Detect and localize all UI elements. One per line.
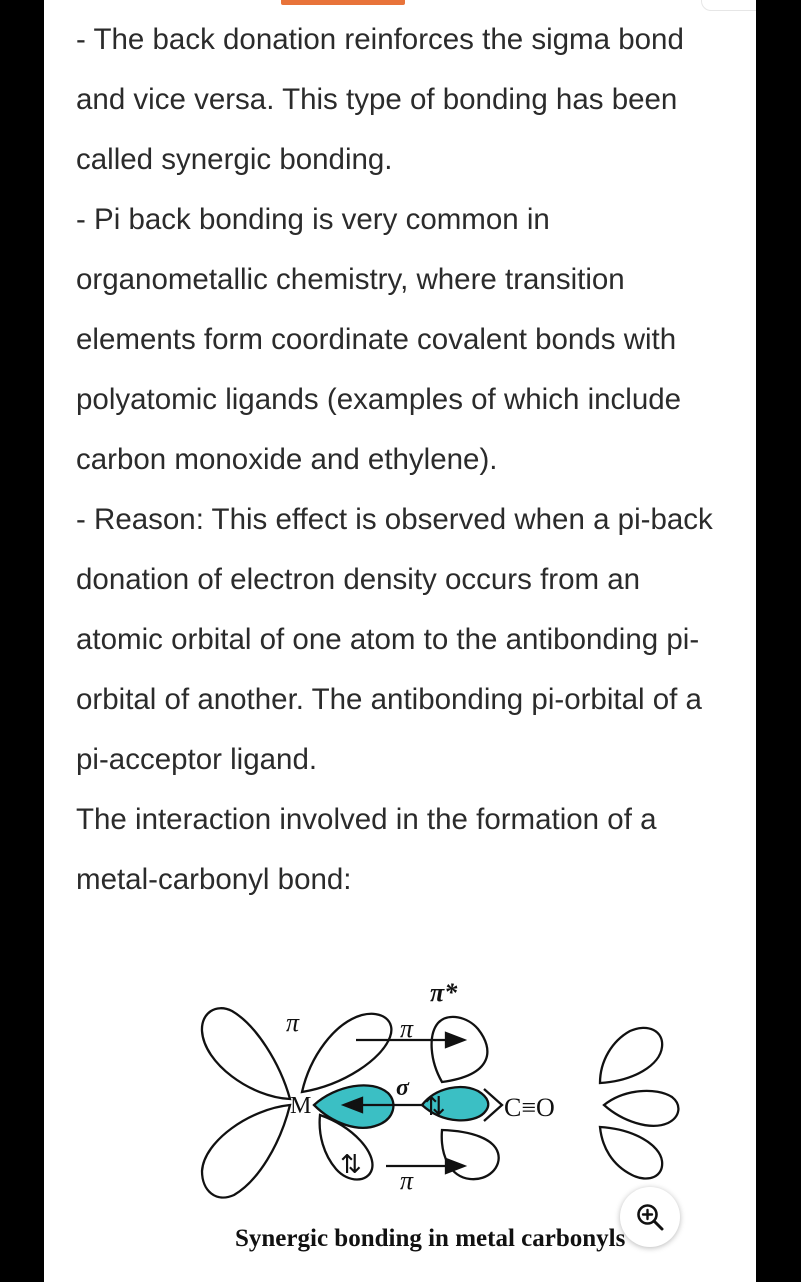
metal-label: M <box>290 1093 312 1119</box>
oxygen-orbital-right <box>604 1091 678 1126</box>
figure-caption: Synergic bonding in metal carbonyls <box>235 1225 626 1252</box>
metal-orbital-upper-right <box>302 1014 391 1092</box>
paragraph-reason: - Reason: This effect is observed when a pi-back donation of electron density occurs from an atomic orbital of one atom to the antibonding pi-orbital of another. The antibonding pi-orbital of a pi-acceptor ligand. <box>76 503 713 776</box>
pi-back-donation-arrow-lower <box>446 1159 464 1173</box>
oxygen-orbital-lower <box>600 1127 662 1179</box>
electron-pair-sigma: ⇅ <box>424 1092 446 1121</box>
carbon-pi-star-upper <box>432 1017 488 1082</box>
answer-card <box>44 0 756 1282</box>
pi-label-bottom: π <box>400 1166 414 1195</box>
zoom-in-button[interactable] <box>620 1187 680 1247</box>
electron-pair-d-orbital: ⇅ <box>340 1150 362 1179</box>
co-label: C≡O <box>504 1093 555 1122</box>
pi-back-donation-arrow-upper <box>446 1033 464 1047</box>
sigma-label: σ <box>396 1075 409 1101</box>
paragraph-synergic: - The back donation reinforces the sigma bond and vice versa. This type of bonding has been called synergic bonding. <box>76 23 684 176</box>
paragraph-pi-back-bonding: - Pi back bonding is very common in organometallic chemistry, where transition elements form coordinate covalent bonds with polyatomic ligands (examples of which include carbon monoxide and ethylene). <box>76 203 682 476</box>
oxygen-orbital-upper <box>600 1028 662 1083</box>
zoom-in-icon <box>635 1202 665 1232</box>
metal-orbital-upper-left <box>202 1008 290 1099</box>
answer-text <box>76 10 716 910</box>
paragraph-interaction: The interaction involved in the formation of a metal-carbonyl bond: <box>76 803 657 896</box>
pi-label-top: π <box>400 1014 414 1043</box>
metal-orbital-lower-left <box>202 1105 290 1198</box>
tab-indicator <box>281 0 405 5</box>
pi-star-label: π* <box>430 978 458 1007</box>
pi-label-left: π <box>286 1008 300 1037</box>
